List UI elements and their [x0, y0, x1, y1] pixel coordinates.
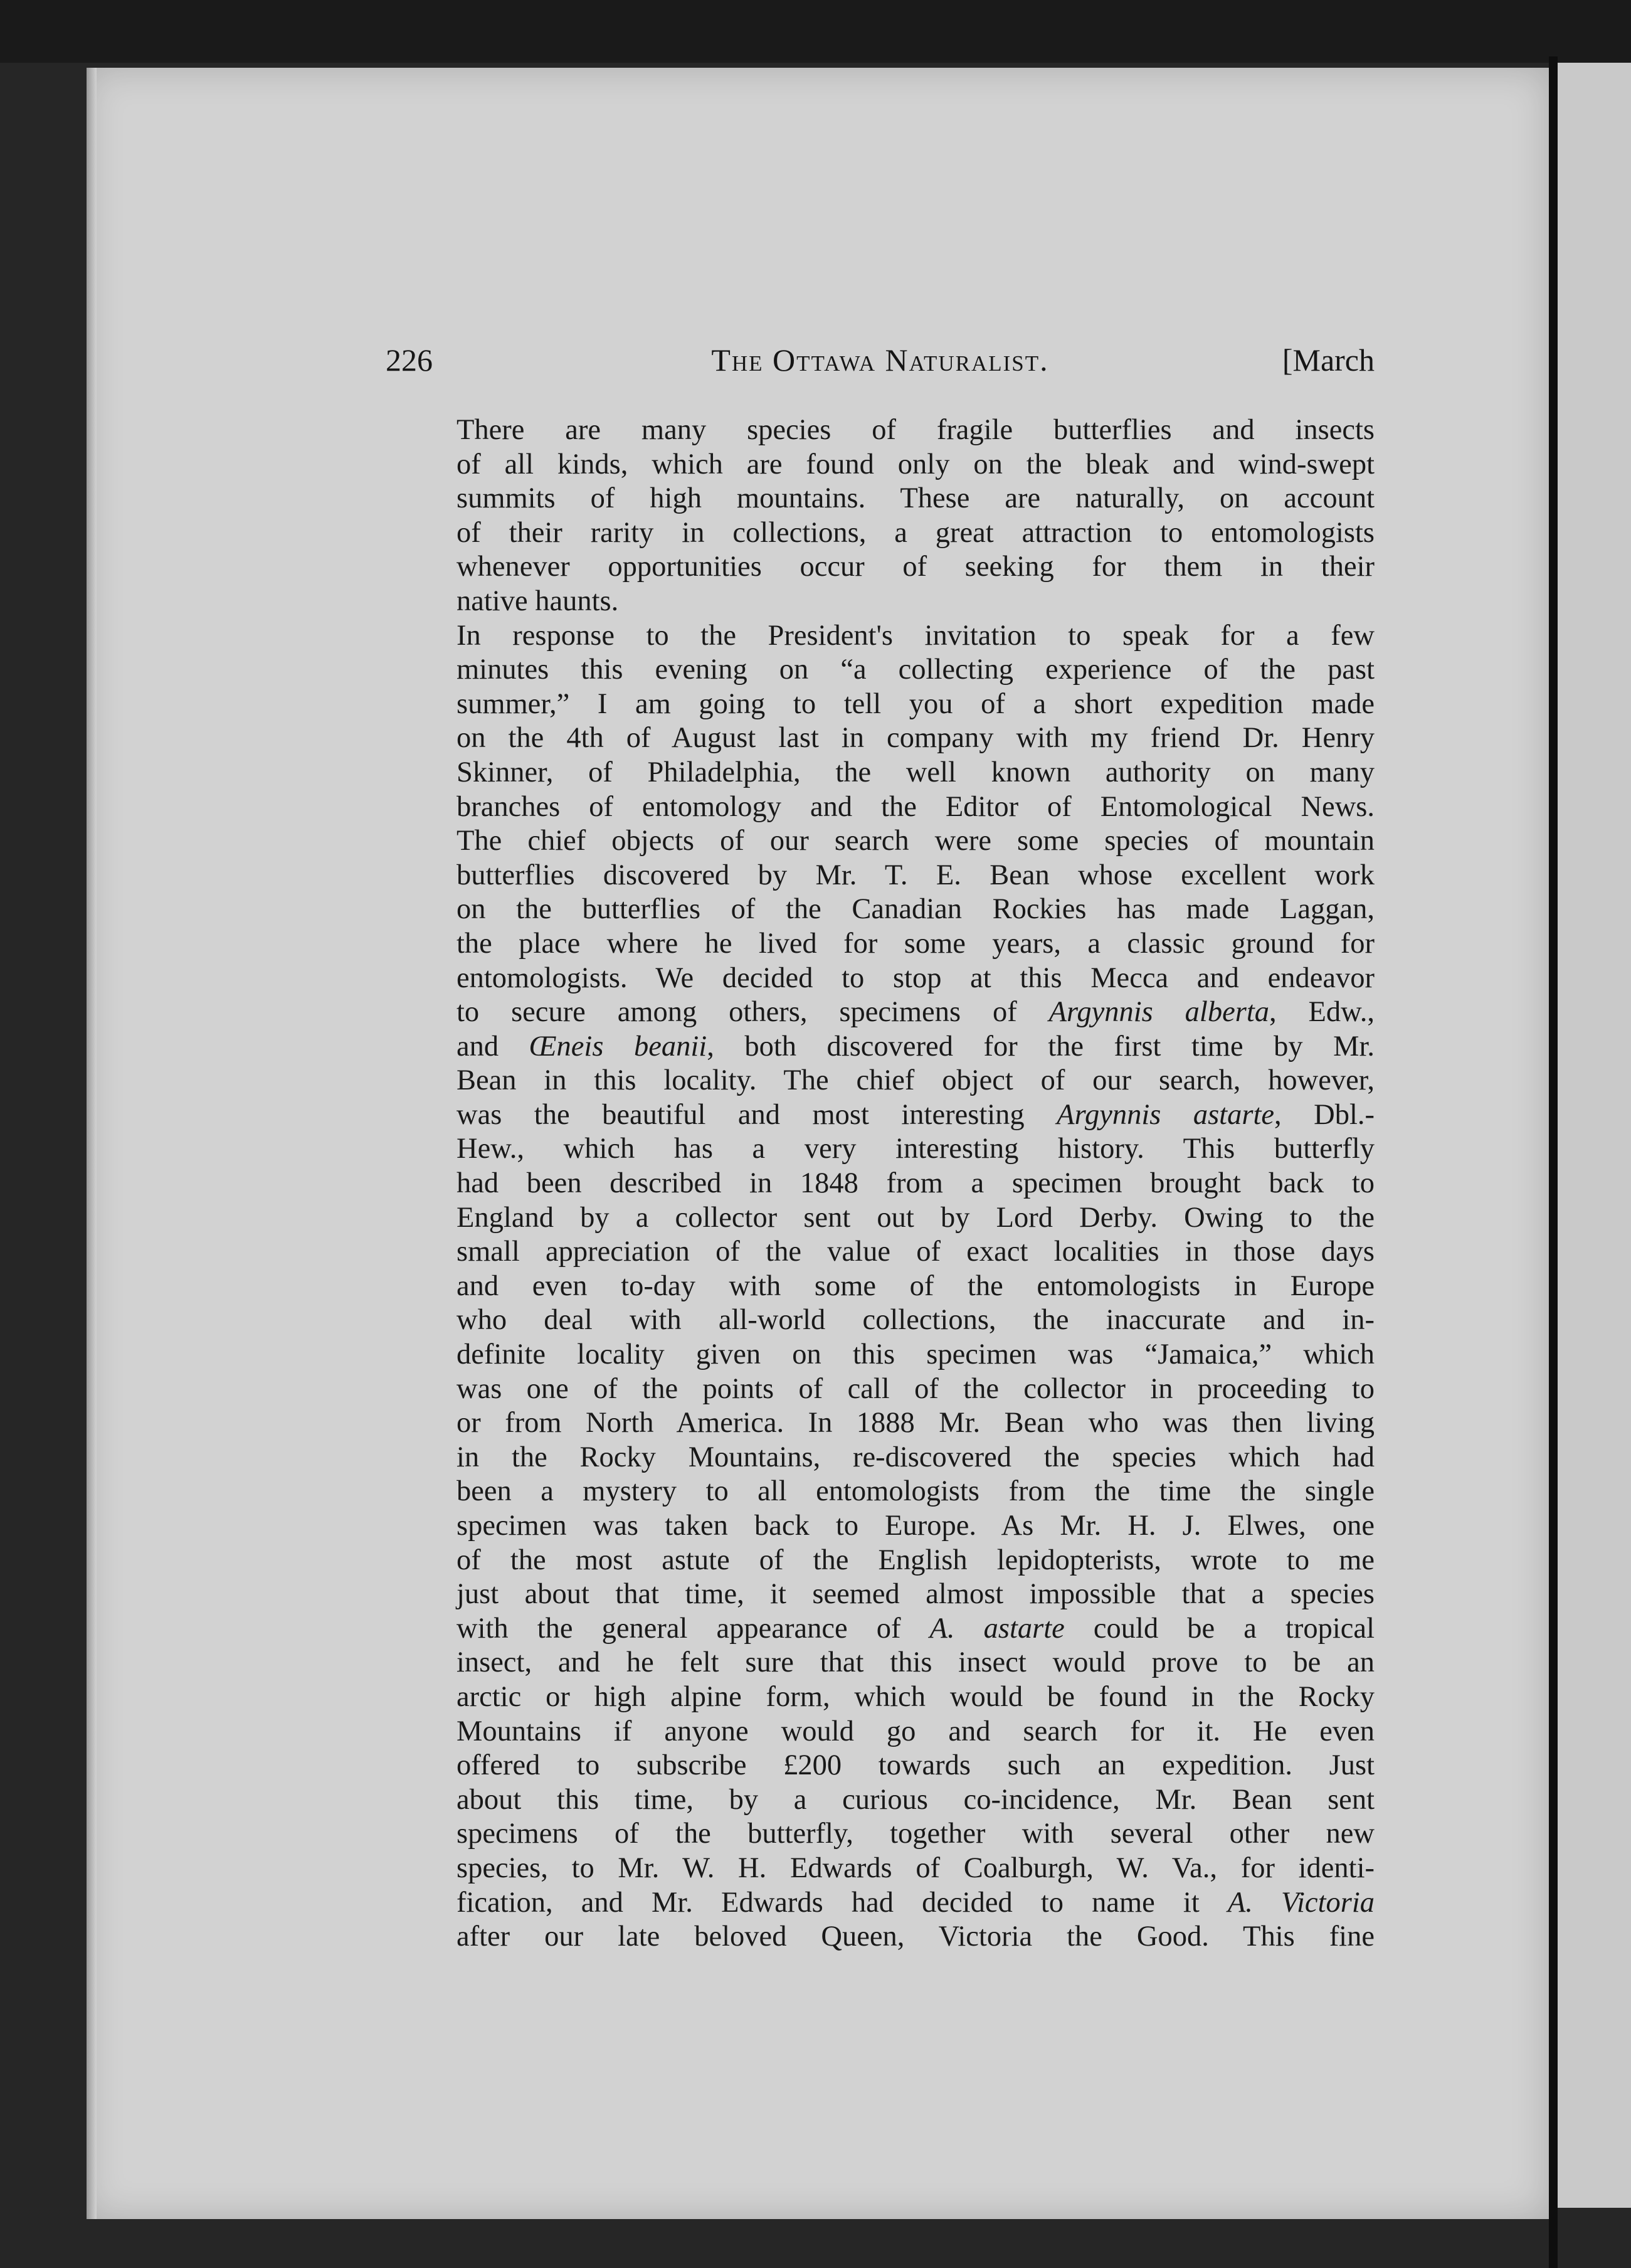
- paragraph-1: [384, 413, 1375, 619]
- text-line: been a mystery to all entomologists from the time the single: [457, 1475, 1375, 1508]
- text-line: who deal with all-world collections, the inaccurate and in-: [457, 1304, 1375, 1337]
- article-body: [384, 413, 1375, 1954]
- text-line: just about that time, it seemed almost impossible that a species: [457, 1578, 1375, 1611]
- text-line: entomologists. We decided to stop at this Mecca and endeavor: [457, 962, 1375, 994]
- page-number: 226: [386, 342, 433, 378]
- text-line: In response to the President's invitation to speak for a few: [457, 619, 1375, 652]
- text-line: about this time, by a curious co-incidence, Mr. Bean sent: [457, 1783, 1375, 1816]
- text-line: after our late beloved Queen, Victoria the Good. This fine: [457, 1921, 1375, 1953]
- text-line: species, to Mr. W. H. Edwards of Coalburgh, W. Va., for identi-: [457, 1852, 1375, 1884]
- running-month: [March: [1282, 342, 1375, 378]
- text-fragment: , Dbl.-: [1274, 1098, 1375, 1131]
- text-line: summer,” I am going to tell you of a short expedition made: [457, 687, 1375, 720]
- text-fragment: to secure among others, specimens of: [457, 996, 1049, 1029]
- text-fragment: was the beautiful and most interesting: [457, 1098, 1057, 1131]
- running-title: The Ottawa Naturalist.: [711, 342, 1049, 378]
- text-line: of all kinds, which are found only on the bleak and wind-swept: [457, 448, 1375, 480]
- scan-background-top: [0, 0, 1631, 63]
- text-line: [384, 1098, 1375, 1133]
- paragraph-2: [384, 619, 1375, 1954]
- text-line: Mountains if anyone would go and search for it. He even: [457, 1715, 1375, 1747]
- text-line: specimens of the butterfly, together with several other new: [457, 1818, 1375, 1850]
- text-fragment: could be a tropical: [1064, 1612, 1375, 1645]
- text-line: butterflies discovered by Mr. T. E. Bean whose excellent work: [457, 859, 1375, 891]
- text-line: The chief objects of our search were some species of mountain: [457, 825, 1375, 857]
- text-line: [384, 1612, 1375, 1646]
- text-line: of their rarity in collections, a great attraction to entomologists: [457, 516, 1375, 549]
- text-line: definite locality given on this specimen was “Jamaica,” which: [457, 1338, 1375, 1371]
- text-line: There are many species of fragile butterflies and insects: [457, 414, 1375, 446]
- text-line: had been described in 1848 from a specimen brought back to: [457, 1167, 1375, 1200]
- adjacent-page-edge: [1558, 63, 1631, 2208]
- species-name: Argynnis alberta: [1048, 996, 1269, 1029]
- text-line: Hew., which has a very interesting history. This butterfly: [457, 1133, 1375, 1165]
- book-gutter: [1549, 56, 1558, 2268]
- text-line: arctic or high alpine form, which would be found in the Rocky: [457, 1680, 1375, 1713]
- species-name: Argynnis astarte: [1057, 1098, 1275, 1131]
- text-line: [384, 1886, 1375, 1921]
- text-line: was one of the points of call of the collector in proceeding to: [457, 1372, 1375, 1405]
- text-line: and even to-day with some of the entomologists in Europe: [457, 1269, 1375, 1302]
- text-line: on the butterflies of the Canadian Rockies has made Laggan,: [457, 893, 1375, 926]
- text-line: branches of entomology and the Editor of Entomological News.: [457, 790, 1375, 823]
- text-line: [384, 1030, 1375, 1064]
- text-line: summits of high mountains. These are naturally, on account: [457, 482, 1375, 515]
- text-line: of the most astute of the English lepidopterists, wrote to me: [457, 1544, 1375, 1576]
- text-line: native haunts.: [457, 585, 619, 617]
- species-name: A. astarte: [929, 1612, 1065, 1645]
- species-name: Œneis beanii: [529, 1030, 707, 1062]
- text-line: specimen was taken back to Europe. As Mr. H. J. Elwes, one: [457, 1510, 1375, 1542]
- text-fragment: fication, and Mr. Edwards had decided to name it: [457, 1886, 1228, 1919]
- text-line: or from North America. In 1888 Mr. Bean who was then living: [457, 1407, 1375, 1439]
- text-line: in the Rocky Mountains, re-discovered the species which had: [457, 1441, 1375, 1473]
- text-line: minutes this evening on “a collecting experience of the past: [457, 654, 1375, 686]
- text-line: small appreciation of the value of exact localities in those days: [457, 1236, 1375, 1268]
- species-name: A. Victoria: [1227, 1886, 1375, 1919]
- text-fragment: with the general appearance of: [457, 1612, 930, 1645]
- text-line: whenever opportunities occur of seeking for them in their: [457, 551, 1375, 583]
- text-line: Bean in this locality. The chief object of our search, however,: [457, 1064, 1375, 1097]
- text-line: offered to subscribe £200 towards such an expedition. Just: [457, 1749, 1375, 1782]
- text-fragment: and: [457, 1030, 529, 1062]
- text-line: [384, 995, 1375, 1030]
- text-line: the place where he lived for some years, a classic ground for: [457, 927, 1375, 960]
- text-line: on the 4th of August last in company with my friend Dr. Henry: [457, 722, 1375, 755]
- text-line: insect, and he felt sure that this insect would prove to be an: [457, 1646, 1375, 1679]
- text-line: England by a collector sent out by Lord Derby. Owing to the: [457, 1201, 1375, 1234]
- page-edge-shadow: [87, 68, 97, 2219]
- running-header: [386, 342, 1375, 386]
- text-fragment: , both discovered for the first time by Mr.: [707, 1030, 1375, 1062]
- text-fragment: , Edw.,: [1269, 996, 1375, 1029]
- text-line: Skinner, of Philadelphia, the well known authority on many: [457, 756, 1375, 788]
